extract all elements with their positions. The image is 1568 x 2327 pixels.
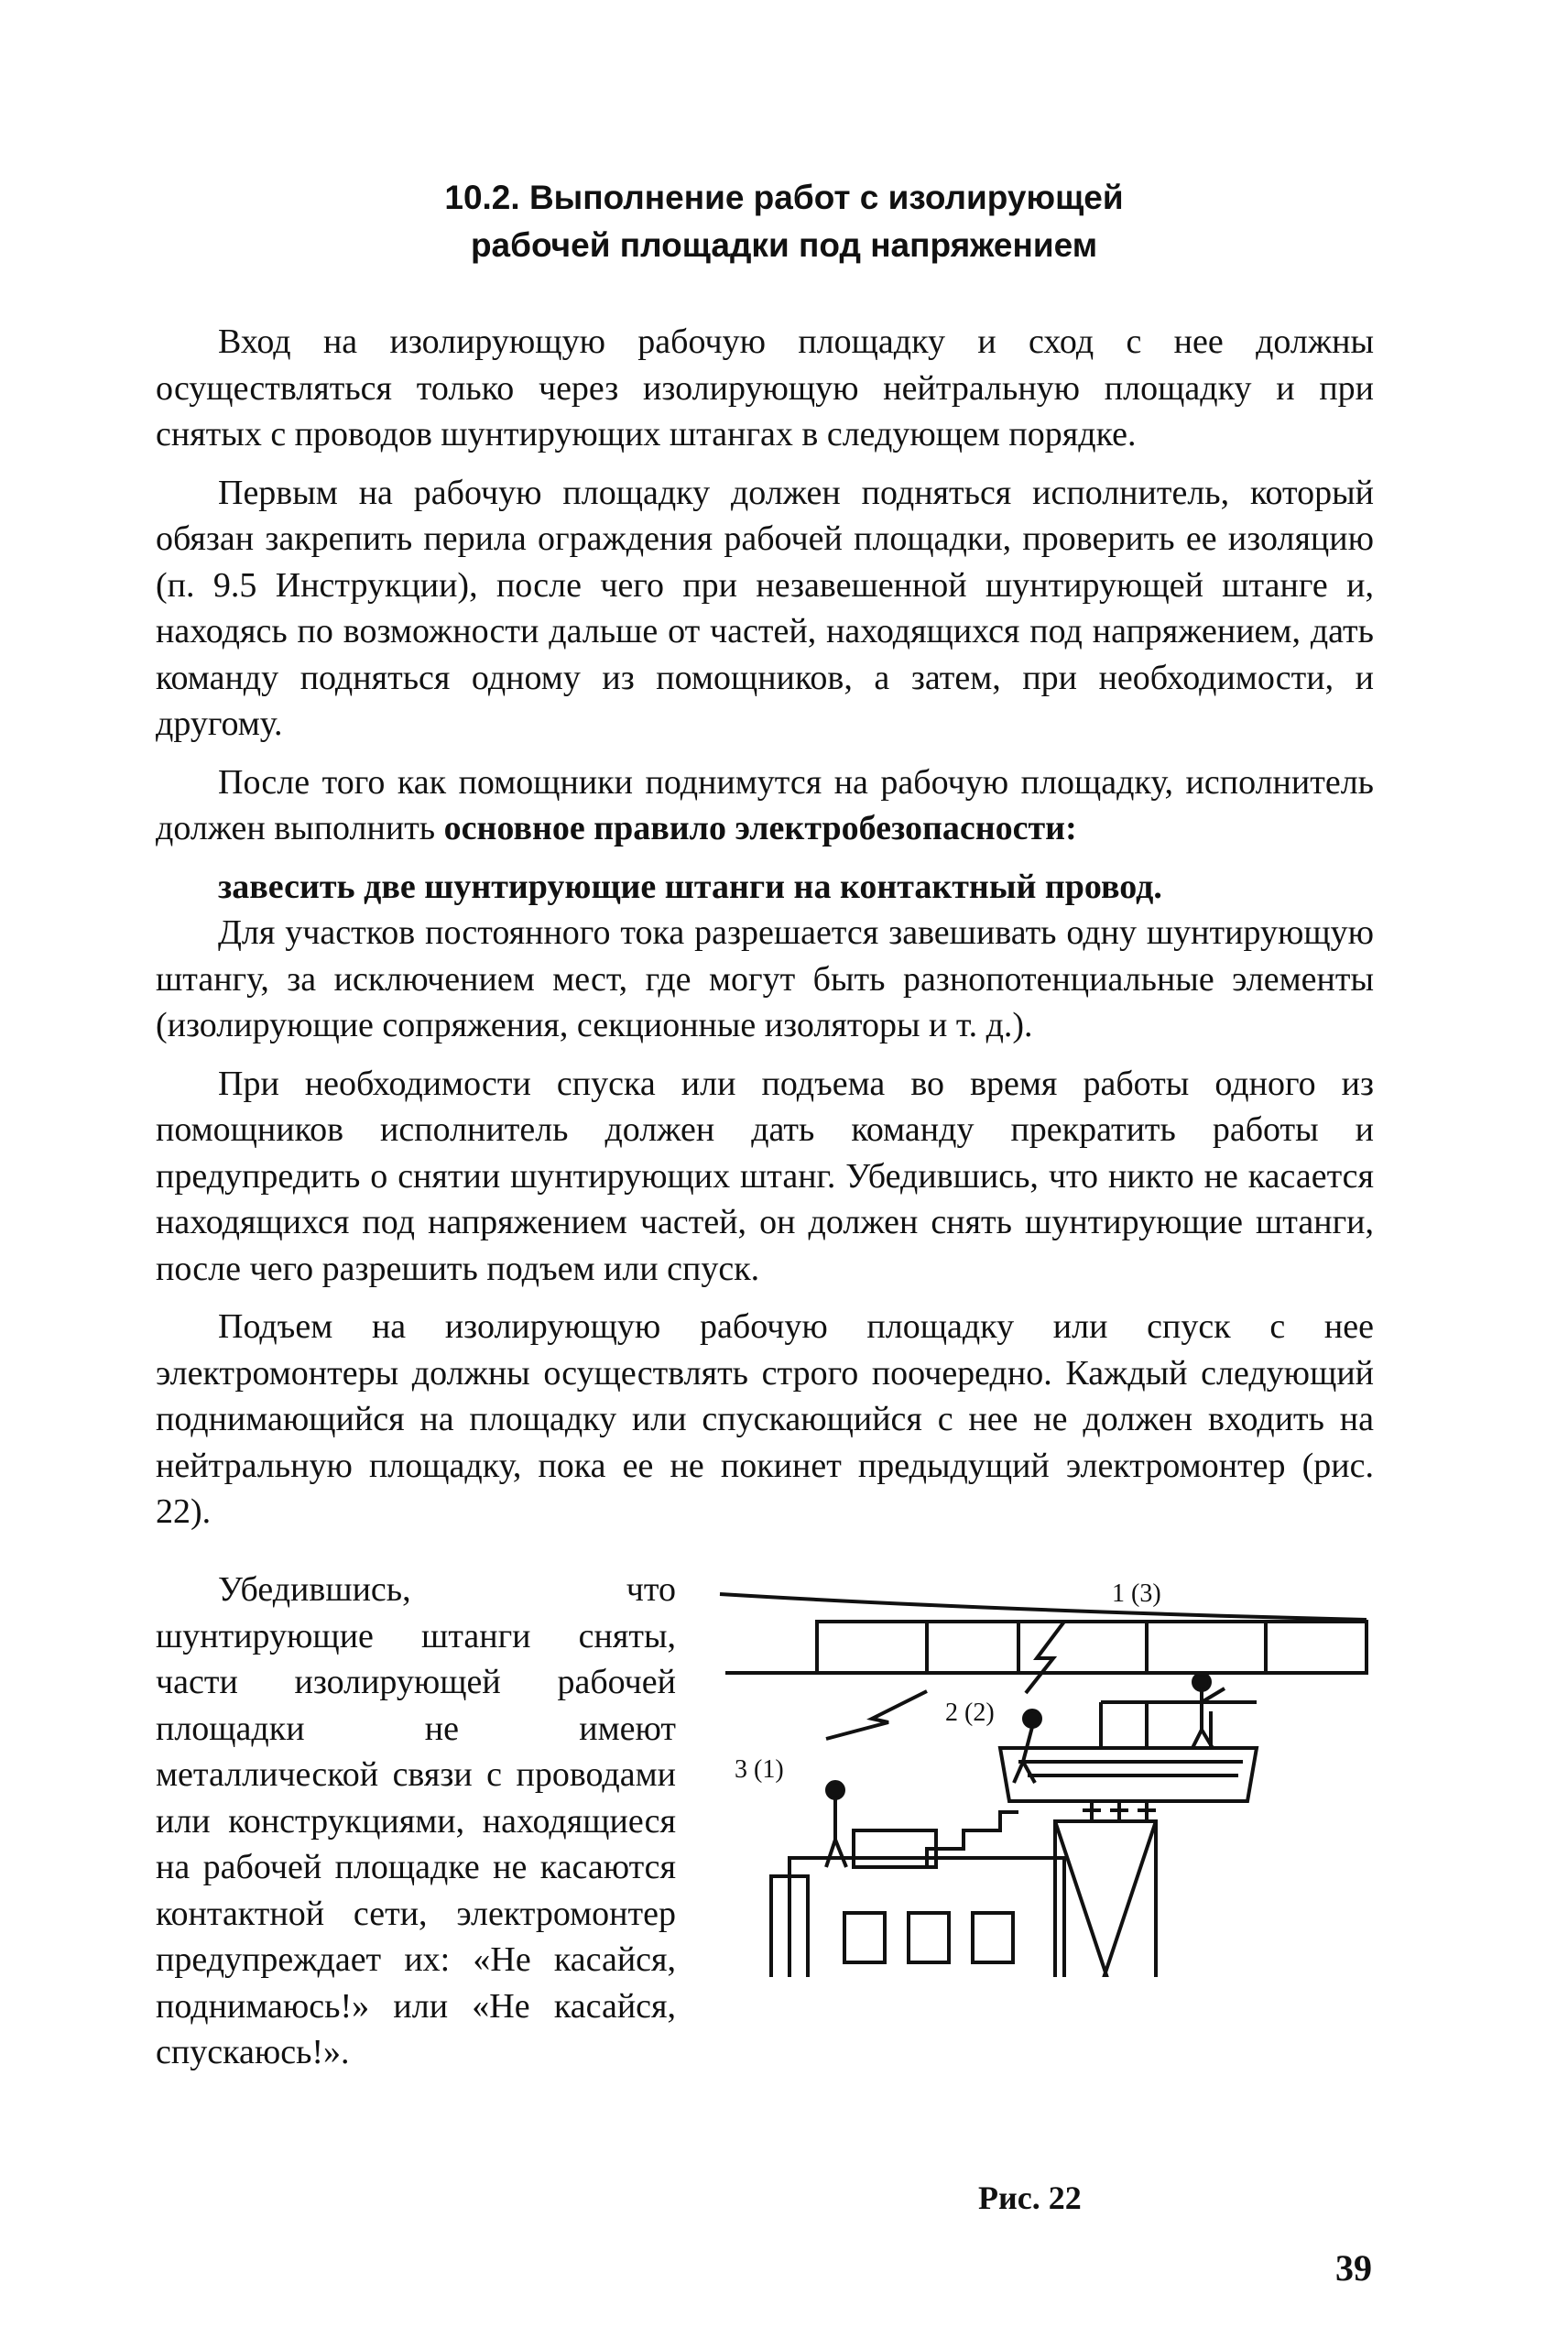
- main-rule-intro-text: После того как помощники поднимутся на рабочую площадку, исполнитель должен выполнить: [156, 762, 1374, 847]
- figure-caption: Рис. 22: [978, 2180, 1082, 2216]
- figure-22-illustration: [716, 1574, 1376, 1977]
- spark-arrow-upper: [1026, 1622, 1064, 1693]
- paragraph-main-rule-intro: [156, 759, 1374, 852]
- main-rule-statement: завесить две шунтирующие штанги на контактный провод.: [218, 867, 1162, 906]
- figure-side-text: [156, 1567, 676, 2076]
- paragraph-sequential-movement: Подъем на изолирующую рабочую площадку или спуск с нее электромонтеры должны осуществлять строго поочередно. Каждый следующий поднимающийся на площадку или спускающийся с нее не должен входить на нейтральную площадку, пока ее не покинет предыдущий электромонтер (рис. 22).: [156, 1307, 1374, 1531]
- overhead-structure: [817, 1622, 1367, 1673]
- section-heading: [275, 174, 1293, 269]
- heading-line-2: рабочей площадки под напряжением: [470, 226, 1098, 264]
- heading-line-1: 10.2. Выполнение работ с изолирующей: [444, 179, 1124, 216]
- paragraph-descent-procedure: При необходимости спуска или подъема во время работы одного из помощников исполнитель должен дать команду прекратить работы и предупредить о снятии шунтирующих штанг. Убедившись, что никто не касается находящихся под напряжением частей, он должен снять шунтирующие штанги, после чего разрешить подъем или спуск.: [156, 1064, 1374, 1288]
- catenary-wire: [720, 1594, 1367, 1620]
- spark-arrow-lower: [826, 1691, 927, 1739]
- paragraph-dc-sections: Для участков постоянного тока разрешается завешивать одну шунтирующую штангу, за исключением мест, где могут быть разнопотенциальные элементы (изолирующие сопряжения, секционные изоляторы и т. д.).: [156, 913, 1374, 1044]
- paragraph-first-ascent: Первым на рабочую площадку должен подняться исполнитель, который обязан закрепить перила ограждения рабочей площадки, проверить ее изоляцию (п. 9.5 Инструкции), после чего при незавешенной шунтирующей штанге и, находясь по возможности дальше от частей, находящихся под напряжением, дать команду подняться одному из помощников, а затем, при необходимости, и другому.: [156, 473, 1374, 743]
- railcar-cabin: [789, 1858, 1064, 1977]
- label-worker-3: 3 (1): [735, 1755, 784, 1784]
- label-worker-1: 1 (3): [1112, 1579, 1161, 1608]
- body-text: [156, 319, 1374, 1547]
- page-number: 39: [1335, 2247, 1372, 2289]
- platform-insulators: [1083, 1801, 1156, 1821]
- worker-1: [1193, 1674, 1210, 1690]
- paragraph-warning-call: Убедившись, что шунтирующие штанги сняты, части изолирующей рабочей площадки не имеют металлической связи с проводами или конструкциями, находящиеся на рабочей площадке не касаются контактной сети, электромонтер предупреждает их: «Не касайся, поднимаюсь!» или «Не касайся, спускаюсь!».: [156, 1570, 676, 2071]
- main-rule-term: основное правило электробезопасности:: [443, 809, 1077, 847]
- platform-support-tower: [1055, 1821, 1156, 1977]
- label-worker-2: 2 (2): [945, 1699, 995, 1727]
- worker-3: [827, 1782, 844, 1798]
- paragraph-entry-order: Вход на изолирующую рабочую площадку и сход с нее должны осуществляться только через изолирующую нейтральную площадку и при снятых с проводов шунтирующих штангах в следующем порядке.: [156, 322, 1374, 453]
- worker-2: [1024, 1710, 1040, 1727]
